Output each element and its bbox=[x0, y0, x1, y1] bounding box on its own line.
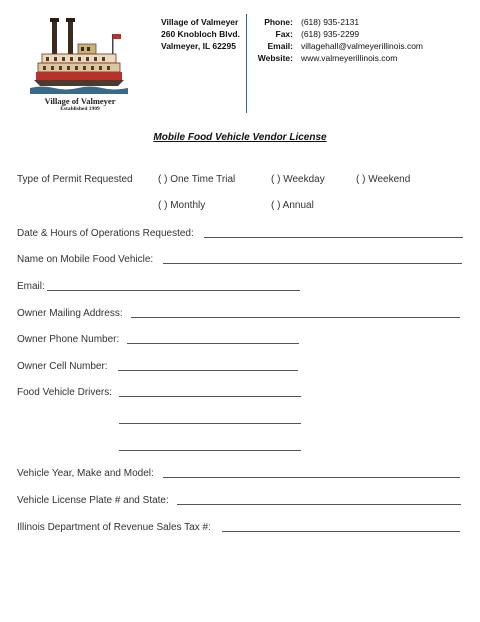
permit-option-monthly[interactable]: ( ) Monthly bbox=[158, 200, 206, 211]
logo-established: Established 1909 bbox=[60, 106, 100, 112]
permit-option-weekend[interactable]: ( ) Weekend bbox=[356, 174, 411, 185]
village-address bbox=[161, 16, 240, 52]
fax-label: Fax: bbox=[275, 29, 293, 39]
cell-number-label: Owner Cell Number: bbox=[17, 361, 108, 372]
email-label: Email: bbox=[267, 41, 293, 51]
drivers-label: Food Vehicle Drivers: bbox=[17, 387, 113, 398]
license-plate-line[interactable] bbox=[177, 504, 461, 505]
logo-village-name: Village of Valmeyer bbox=[44, 96, 116, 106]
address-line: Village of Valmeyer bbox=[161, 17, 239, 27]
village-logo bbox=[30, 14, 130, 114]
license-plate-label: Vehicle License Plate # and State: bbox=[17, 495, 169, 506]
email-field-line[interactable] bbox=[47, 290, 300, 291]
address-line: Valmeyer, IL 62295 bbox=[161, 41, 236, 51]
permit-type-label: Type of Permit Requested bbox=[17, 174, 133, 185]
permit-option-weekday[interactable]: ( ) Weekday bbox=[271, 174, 325, 185]
phone-number-label: Owner Phone Number: bbox=[17, 334, 120, 345]
cell-number-line[interactable] bbox=[118, 370, 298, 371]
email-value[interactable]: villagehall@valmeyerillinois.com bbox=[301, 41, 424, 51]
date-hours-label: Date & Hours of Operations Requested: bbox=[17, 228, 194, 239]
permit-option-annual[interactable]: ( ) Annual bbox=[271, 200, 314, 211]
phone-number-line[interactable] bbox=[127, 343, 299, 344]
sales-tax-line[interactable] bbox=[222, 531, 460, 532]
driver-line-2[interactable] bbox=[119, 423, 301, 424]
website-label: Website: bbox=[257, 53, 293, 63]
vehicle-model-label: Vehicle Year, Make and Model: bbox=[17, 468, 154, 479]
driver-line-1[interactable] bbox=[119, 396, 301, 397]
driver-line-3[interactable] bbox=[119, 450, 301, 451]
mailing-address-line[interactable] bbox=[131, 317, 460, 318]
phone-label: Phone: bbox=[264, 17, 293, 27]
vehicle-name-line[interactable] bbox=[163, 263, 462, 264]
permit-option-one-time-trial[interactable]: ( ) One Time Trial bbox=[158, 174, 236, 185]
vehicle-model-line[interactable] bbox=[163, 477, 460, 478]
mailing-address-label: Owner Mailing Address: bbox=[17, 308, 123, 319]
form-title: Mobile Food Vehicle Vendor License bbox=[153, 132, 327, 143]
header-divider bbox=[246, 14, 247, 113]
contact-labels bbox=[250, 16, 293, 64]
contact-values bbox=[301, 16, 423, 64]
address-line: 260 Knobloch Blvd. bbox=[161, 29, 240, 39]
sales-tax-label: Illinois Department of Revenue Sales Tax #: bbox=[17, 522, 211, 533]
vehicle-name-label: Name on Mobile Food Vehicle: bbox=[17, 254, 154, 265]
phone-value: (618) 935-2131 bbox=[301, 17, 360, 27]
email-field-label: Email: bbox=[17, 281, 45, 292]
date-hours-line[interactable] bbox=[204, 237, 463, 238]
fax-value: (618) 935-2299 bbox=[301, 29, 360, 39]
steamboat-icon bbox=[30, 14, 130, 98]
website-value[interactable]: www.valmeyerillinois.com bbox=[301, 53, 398, 63]
